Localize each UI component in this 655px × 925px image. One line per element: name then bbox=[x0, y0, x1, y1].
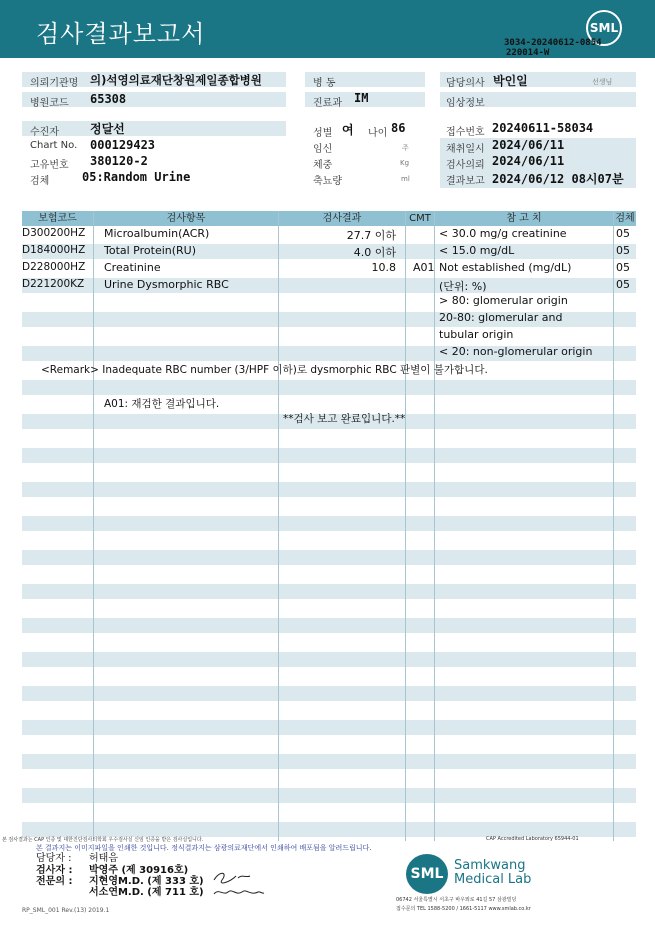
row1-item: Microalbumin(ACR) bbox=[104, 227, 210, 240]
receipt-label: 접수번호 bbox=[446, 127, 485, 138]
patient-value: 정달선 bbox=[90, 122, 125, 136]
specialist-value1: 지현영M.D. (제 333 호) bbox=[89, 876, 204, 887]
doctor-label: 담당의사 bbox=[446, 78, 485, 89]
a01-note: A01: 재검한 결과입니다. bbox=[104, 398, 220, 410]
lab-name-line2: Medical Lab bbox=[454, 872, 532, 887]
column-divider bbox=[613, 211, 614, 841]
table-row-band bbox=[22, 754, 636, 769]
age-value: 86 bbox=[391, 121, 406, 135]
row2-item: Total Protein(RU) bbox=[104, 244, 197, 257]
weight-label: 체중 bbox=[313, 160, 333, 171]
table-row-band bbox=[22, 380, 636, 395]
collect-label: 채취일시 bbox=[446, 144, 485, 155]
document-number-line1: 3034-20240612-0854 bbox=[504, 38, 602, 48]
table-row-band bbox=[22, 686, 636, 701]
row3-cmt: A01 bbox=[413, 261, 435, 274]
row4-code: D221200KZ bbox=[22, 278, 85, 290]
column-divider bbox=[405, 211, 406, 841]
hospital-code-value: 65308 bbox=[90, 92, 127, 106]
cap-number: CAP Accredited Laboratory 65944-01 bbox=[486, 836, 579, 842]
sex-value: 여 bbox=[342, 123, 354, 137]
document-number bbox=[504, 38, 654, 58]
examiner-value: 박영주 (제 30916호) bbox=[89, 865, 189, 876]
column-header-code: 보험코드 bbox=[38, 213, 77, 224]
examiner-label: 검사자 : bbox=[36, 865, 73, 876]
receipt-value: 20240611-58034 bbox=[492, 121, 594, 135]
table-row-band bbox=[22, 652, 636, 667]
urine-label: 축뇨량 bbox=[313, 176, 342, 187]
specialist-value2: 서소연M.D. (제 711 호) bbox=[89, 887, 204, 898]
request-label: 검사의뢰 bbox=[446, 160, 485, 171]
column-divider bbox=[93, 211, 94, 841]
row4-item: Urine Dysmorphic RBC bbox=[104, 278, 229, 291]
chart-label: Chart No. bbox=[30, 140, 78, 151]
column-divider bbox=[434, 211, 435, 841]
lab-contact: 접수문의 TEL 1588-5200 / 1661-5117 www.smlab.co.kr bbox=[396, 906, 531, 912]
row3-item: Creatinine bbox=[104, 261, 161, 274]
patient-label: 수진자 bbox=[30, 127, 59, 138]
age-label: 나이 bbox=[368, 128, 388, 139]
row1-code: D300200HZ bbox=[22, 227, 86, 239]
row4-reference: (단위: %) bbox=[439, 280, 487, 293]
reference-line: > 80: glomerular origin bbox=[439, 294, 568, 307]
specimen-label: 검체 bbox=[30, 176, 50, 187]
row2-result: 4.0 이하 bbox=[353, 246, 396, 259]
table-row-band bbox=[22, 550, 636, 565]
table-row-band bbox=[22, 720, 636, 735]
table-row-band bbox=[22, 584, 636, 599]
weight-unit: Kg bbox=[400, 159, 410, 167]
lab-name-line1: Samkwang bbox=[454, 858, 526, 873]
request-value: 2024/06/11 bbox=[492, 154, 565, 168]
column-header-result: 검사결과 bbox=[322, 213, 362, 224]
dept-label: 진료과 bbox=[313, 98, 342, 109]
signature-image bbox=[210, 866, 266, 900]
row2-code: D184000HZ bbox=[22, 244, 86, 256]
specimen-value: 05:Random Urine bbox=[82, 170, 191, 184]
pregnancy-label: 임신 bbox=[313, 144, 333, 155]
pregnancy-unit: 주 bbox=[402, 144, 409, 152]
row1-reference: < 30.0 mg/g creatinine bbox=[439, 227, 567, 240]
doctor-value: 박인일 bbox=[493, 74, 528, 88]
column-divider bbox=[278, 211, 279, 841]
remark-text: <Remark> Inadequate RBC number (3/HPF 이하)로 dysmorphic RBC 판별이 불가합니다. bbox=[41, 364, 488, 376]
table-row-band bbox=[22, 516, 636, 531]
accreditation-note: 본 검사결과는 CAP 인증 및 대한진단검사의학회 우수검사실 신임 인증을 받은 검사실입니다. bbox=[2, 837, 204, 843]
row4-specimen: 05 bbox=[616, 278, 630, 291]
row3-result: 10.8 bbox=[371, 261, 396, 274]
row1-result: 27.7 이하 bbox=[346, 229, 396, 242]
doctor-suffix: 선생님 bbox=[592, 78, 613, 86]
report-value: 2024/06/12 08시07분 bbox=[492, 172, 624, 186]
reporter-value: 허태음 bbox=[89, 853, 118, 864]
collect-value: 2024/06/11 bbox=[492, 138, 565, 152]
row1-specimen: 05 bbox=[616, 227, 630, 240]
form-number: RP_SML_001 Rev.(13) 2019.1 bbox=[22, 907, 110, 914]
unique-value: 380120-2 bbox=[90, 154, 148, 168]
reference-line: < 20: non-glomerular origin bbox=[439, 345, 593, 358]
lab-name bbox=[454, 859, 531, 887]
row3-code: D228000HZ bbox=[22, 261, 86, 273]
report-complete-text: **검사 보고 완료입니다.** bbox=[283, 413, 406, 425]
row2-reference: < 15.0 mg/dL bbox=[439, 244, 515, 257]
table-row-band bbox=[22, 788, 636, 803]
report-label: 결과보고 bbox=[446, 176, 485, 187]
reference-line: 20-80: glomerular and bbox=[439, 311, 563, 324]
clinical-label: 임상정보 bbox=[446, 98, 485, 109]
row3-specimen: 05 bbox=[616, 261, 630, 274]
page-title: 검사결과보고서 bbox=[36, 20, 206, 48]
reporter-label: 담당자 : bbox=[36, 853, 72, 864]
print-notice: 본 결과지는 이미지파일을 인쇄한 것입니다. 정식결과지는 삼광의료재단에서 인쇄하여 배포됨을 알려드립니다. bbox=[36, 844, 372, 852]
lab-address: 06742 서울특별시 서초구 바우뫼로 41길 57 삼광빌딩 bbox=[396, 897, 517, 903]
institution-label: 의뢰기관명 bbox=[30, 78, 79, 89]
row3-reference: Not established (mg/dL) bbox=[439, 261, 572, 274]
table-row-band bbox=[22, 448, 636, 463]
sex-label: 성별 bbox=[313, 128, 333, 139]
dept-value: IM bbox=[354, 91, 369, 105]
column-header-specimen: 검체 bbox=[615, 213, 635, 224]
column-header-cmt: CMT bbox=[409, 213, 431, 224]
column-header-item: 검사항목 bbox=[166, 213, 206, 224]
document-number-line2: 220014-W bbox=[506, 48, 550, 58]
table-row-band bbox=[22, 822, 636, 837]
ward-label: 병 동 bbox=[313, 78, 336, 89]
sml-logo: SML bbox=[586, 10, 622, 46]
patient-bar bbox=[22, 121, 286, 136]
hospital-code-label: 병원코드 bbox=[30, 98, 69, 109]
table-row-band bbox=[22, 482, 636, 497]
samkwang-logo: SML bbox=[406, 854, 448, 894]
urine-unit: ml bbox=[401, 175, 410, 183]
reference-line: tubular origin bbox=[439, 328, 514, 341]
row2-specimen: 05 bbox=[616, 244, 630, 257]
institution-value: 의)석영의료재단창원제일종합병원 bbox=[90, 73, 262, 87]
column-header-reference: 참 고 치 bbox=[506, 213, 542, 224]
unique-label: 고유번호 bbox=[30, 160, 69, 171]
specialist-label: 전문의 : bbox=[36, 876, 73, 887]
chart-value: 000129423 bbox=[90, 138, 156, 152]
table-row-band bbox=[22, 618, 636, 633]
